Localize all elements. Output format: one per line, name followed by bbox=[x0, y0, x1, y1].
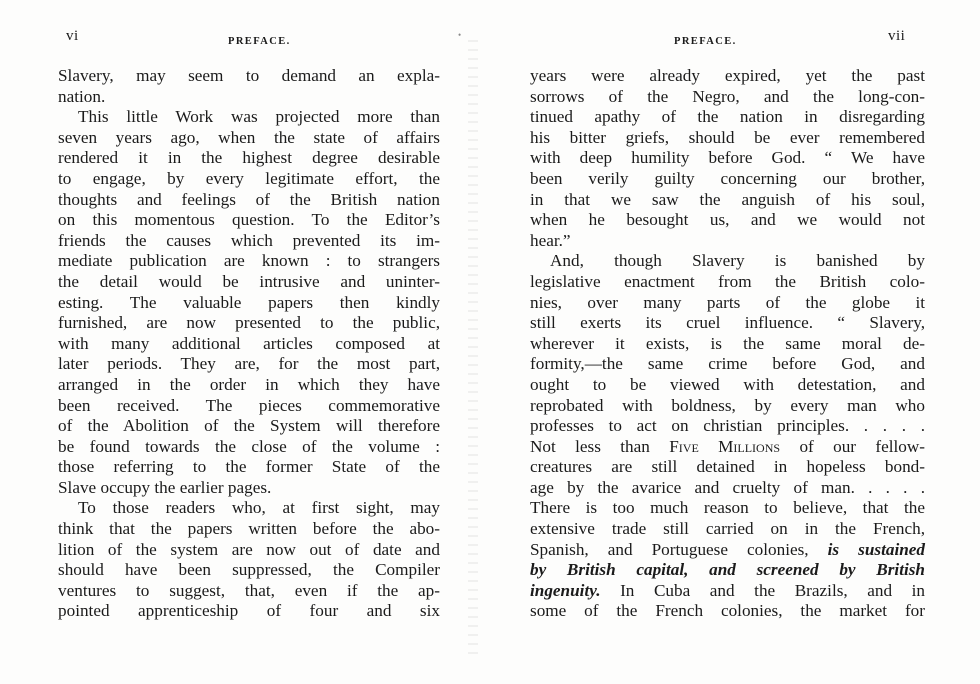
text-line: arranged in the order in which they have bbox=[58, 374, 440, 394]
text-line: to engage, by every legitimate effort, the bbox=[58, 168, 440, 188]
text-line: friends the causes which prevented its im- bbox=[58, 230, 440, 250]
text-run: Spanish, and Portuguese colonies, bbox=[530, 539, 809, 559]
text-line: legislative enactment from the British colo- bbox=[530, 271, 925, 291]
text-line: seven years ago, when the state of affairs bbox=[58, 127, 440, 147]
text-line bbox=[530, 581, 925, 602]
italic-run: ingenuity. bbox=[530, 580, 601, 600]
right-page-number: vii bbox=[888, 28, 906, 44]
text-line: later periods. They are, for the most part, bbox=[58, 354, 440, 374]
small-caps-run: Five Millions bbox=[669, 436, 781, 456]
left-running-head: PREFACE. bbox=[228, 36, 291, 47]
text-line: ought to be viewed with detestation, and bbox=[530, 374, 925, 394]
left-page-text bbox=[58, 66, 440, 622]
text-line: been received. The pieces commemorative bbox=[58, 395, 440, 415]
text-line: There is too much reason to believe, that the bbox=[530, 498, 925, 518]
text-line: the detail would be intrusive and uninter- bbox=[58, 271, 440, 291]
text-line: professes to act on christian principles. . . . . bbox=[530, 416, 925, 436]
text-line: those referring to the former State of the bbox=[58, 457, 440, 477]
text-line: mediate publication are known : to strangers bbox=[58, 251, 440, 271]
text-line: with deep humility before God. “ We have bbox=[530, 148, 925, 168]
text-line: on this momentous question. To the Editor’s bbox=[58, 210, 440, 230]
left-page-number: vi bbox=[66, 28, 79, 44]
text-run: In Cuba and the Brazils, and in bbox=[620, 580, 926, 600]
text-line: his bitter griefs, should be ever remembered bbox=[530, 127, 925, 147]
text-line: wherever it exists, is the same moral de- bbox=[530, 333, 925, 353]
text-line bbox=[530, 540, 925, 561]
text-run: Not less than bbox=[530, 436, 650, 456]
text-line: hear.” bbox=[530, 230, 571, 250]
right-running-head: PREFACE. bbox=[674, 36, 737, 47]
text-line: pointed apprenticeship of four and six bbox=[58, 601, 440, 621]
text-line: of the Abolition of the System will therefore bbox=[58, 416, 440, 436]
text-line: reprobated with boldness, by every man who bbox=[530, 395, 925, 415]
text-line: tinued apathy of the nation in disregarding bbox=[530, 107, 925, 127]
text-line: in that we saw the anguish of his soul, bbox=[530, 189, 925, 209]
text-line: still exerts its cruel influence. “ Slavery, bbox=[530, 313, 925, 333]
text-line: with many additional articles composed at bbox=[58, 333, 440, 353]
text-line: by British capital, and screened by British bbox=[530, 560, 925, 580]
page-gutter bbox=[468, 40, 478, 660]
text-line: rendered it in the highest degree desirable bbox=[58, 148, 440, 168]
text-line: been verily guilty concerning our brother, bbox=[530, 168, 925, 188]
text-line: formity,—the same crime before God, and bbox=[530, 354, 925, 374]
text-line: when he besought us, and we would not bbox=[530, 210, 925, 230]
text-run: of our fellow- bbox=[799, 436, 926, 456]
right-page bbox=[490, 0, 980, 684]
text-line bbox=[530, 437, 925, 458]
text-line: ventures to suggest, that, even if the ap- bbox=[58, 580, 440, 600]
text-line: furnished, are now presented to the public, bbox=[58, 313, 440, 333]
text-line: be found towards the close of the volume : bbox=[58, 436, 440, 456]
text-line: sorrows of the Negro, and the long-con- bbox=[530, 86, 925, 106]
text-line: think that the papers written before the abo- bbox=[58, 519, 440, 539]
text-line: nies, over many parts of the globe it bbox=[530, 292, 925, 312]
text-line: And, though Slavery is banished by bbox=[550, 251, 925, 271]
text-line: creatures are still detained in hopeless bond- bbox=[530, 457, 925, 477]
text-line: should have been suppressed, the Compiler bbox=[58, 560, 440, 580]
text-line: thoughts and feelings of the British nation bbox=[58, 189, 440, 209]
text-line: nation. bbox=[58, 86, 106, 106]
text-line: age by the avarice and cruelty of man. . . . . bbox=[530, 477, 925, 497]
text-line: Slavery, may seem to demand an expla- bbox=[58, 66, 440, 85]
text-line: some of the French colonies, the market for bbox=[530, 601, 925, 621]
text-line: extensive trade still carried on in the French, bbox=[530, 519, 925, 539]
text-line: years were already expired, yet the past bbox=[530, 66, 925, 85]
text-line: Slave occupy the earlier pages. bbox=[58, 477, 272, 497]
italic-run: is sustained bbox=[827, 539, 926, 559]
text-line: This little Work was projected more than bbox=[78, 107, 440, 127]
text-line: lition of the system are now out of date and bbox=[58, 539, 440, 559]
text-line: esting. The valuable papers then kindly bbox=[58, 292, 440, 312]
gutter-mark: • bbox=[458, 30, 462, 40]
text-line: To those readers who, at first sight, may bbox=[78, 498, 440, 518]
right-page-text bbox=[530, 66, 925, 622]
